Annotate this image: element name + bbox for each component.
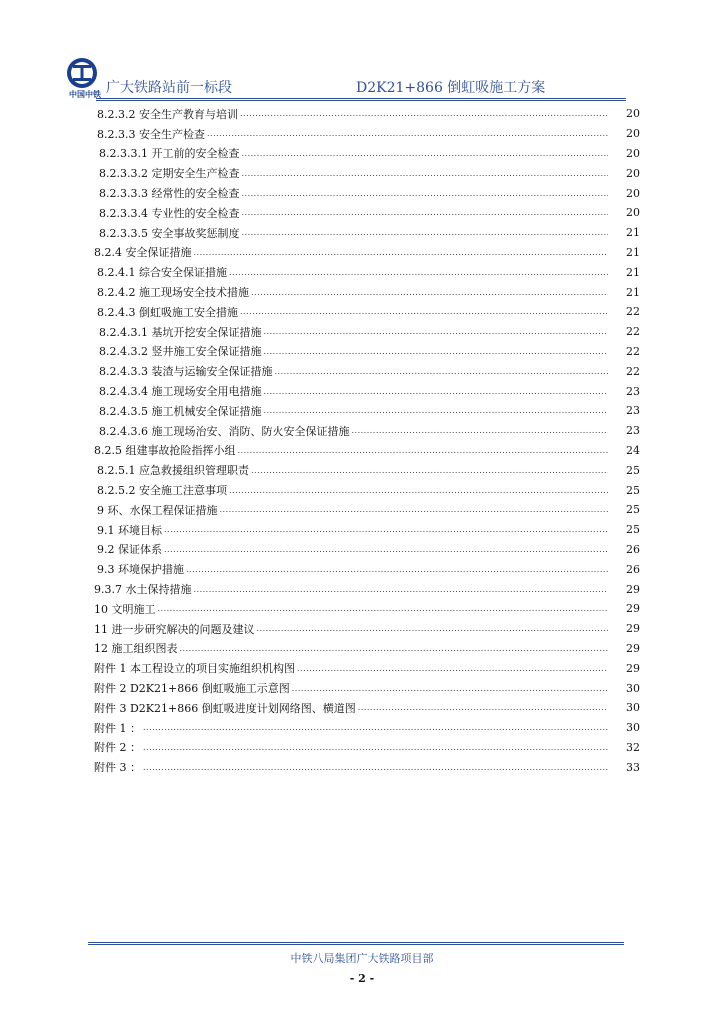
- toc-entry-title: 8.2.3.2 安全生产教育与培训: [97, 107, 238, 121]
- toc-entry-page: 30: [626, 721, 640, 735]
- toc-entry[interactable]: [88, 678, 640, 698]
- toc-entry[interactable]: [88, 342, 640, 362]
- toc-entry-page: 25: [626, 463, 640, 477]
- toc-entry[interactable]: [88, 262, 640, 282]
- toc-entry[interactable]: [88, 559, 640, 579]
- toc-entry-page: 32: [626, 740, 640, 754]
- toc-dot-leader: [358, 703, 608, 712]
- toc-entry-title: 附件 1 ：: [94, 721, 141, 735]
- toc-dot-leader: [229, 486, 608, 495]
- toc-dot-leader: [297, 664, 608, 673]
- toc-entry-page: 30: [626, 681, 640, 695]
- toc-entry-page: 30: [626, 701, 640, 715]
- toc-dot-leader: [164, 525, 608, 534]
- toc-entry-title: 10 文明施工: [94, 602, 156, 616]
- toc-dot-leader: [241, 208, 608, 217]
- toc-dot-leader: [164, 545, 608, 554]
- toc-dot-leader: [292, 684, 608, 693]
- toc-entry-page: 21: [626, 245, 640, 259]
- toc-entry-title: 8.2.4.3.3 装渣与运输安全保证措施: [99, 365, 273, 379]
- toc-entry-title: 附件 2 D2K21+866 倒虹吸施工示意图: [94, 682, 290, 695]
- toc-entry-page: 24: [626, 443, 640, 457]
- toc-dot-leader: [238, 446, 609, 455]
- toc-entry-title: 12 施工组织图表: [94, 642, 178, 656]
- toc-entry[interactable]: [88, 540, 640, 560]
- page-header: [56, 56, 626, 106]
- toc-dot-leader: [158, 604, 609, 613]
- toc-entry[interactable]: [88, 441, 640, 461]
- toc-entry-page: 20: [626, 166, 640, 180]
- toc-entry-title: 8.2.4.1 综合安全保证措施: [97, 266, 227, 280]
- toc-entry[interactable]: [88, 302, 640, 322]
- toc-dot-leader: [240, 109, 608, 118]
- toc-entry[interactable]: [88, 163, 640, 183]
- toc-entry-title: 8.2.4.3.1 基坑开挖安全保证措施: [99, 325, 262, 339]
- toc-dot-leader: [351, 426, 608, 435]
- toc-dot-leader: [241, 228, 608, 237]
- toc-dot-leader: [263, 406, 608, 415]
- toc-entry-title: 8.2.3.3.1 开工前的安全检查: [99, 147, 240, 161]
- toc-dot-leader: [143, 723, 608, 732]
- crec-logo-icon: [60, 56, 104, 90]
- toc-entry-page: 29: [626, 602, 640, 616]
- toc-entry-title: 9.2 保证体系: [97, 543, 162, 557]
- toc-entry[interactable]: [88, 361, 640, 381]
- toc-entry-page: 20: [626, 186, 640, 200]
- toc-entry-title: 8.2.5.1 应急救援组织管理职责: [97, 464, 249, 478]
- toc-entry-page: 29: [626, 641, 640, 655]
- toc-entry[interactable]: [88, 757, 640, 777]
- toc-entry[interactable]: [88, 144, 640, 164]
- toc-entry[interactable]: [88, 698, 640, 718]
- toc-dot-leader: [251, 288, 608, 297]
- toc-dot-leader: [143, 763, 608, 772]
- toc-dot-leader: [186, 565, 608, 574]
- toc-entry-title: 8.2.3.3 安全生产检查: [97, 127, 205, 141]
- toc-entry-page: 22: [626, 325, 640, 339]
- toc-entry[interactable]: [88, 243, 640, 263]
- toc-dot-leader: [251, 466, 608, 475]
- toc-entry-title: 8.2.3.3.3 经常性的安全检查: [99, 187, 240, 201]
- toc-entry-page: 26: [626, 542, 640, 556]
- toc-entry-title: 附件 3 ：: [94, 761, 141, 775]
- toc-entry-title: 8.2.4.3.2 竖井施工安全保证措施: [99, 345, 262, 359]
- toc-entry-page: 21: [626, 265, 640, 279]
- toc-entry-page: 26: [626, 562, 640, 576]
- toc-entry-page: 21: [626, 285, 640, 299]
- table-of-contents: [88, 104, 640, 777]
- toc-entry-page: 29: [626, 661, 640, 675]
- toc-entry-page: 20: [626, 146, 640, 160]
- toc-entry[interactable]: [88, 460, 640, 480]
- toc-entry-page: 20: [626, 206, 640, 220]
- toc-dot-leader: [194, 248, 609, 257]
- toc-entry[interactable]: [88, 500, 640, 520]
- toc-entry[interactable]: [88, 282, 640, 302]
- footer-organization: 中铁八局集团广大铁路项目部: [290, 952, 434, 965]
- toc-entry[interactable]: [88, 203, 640, 223]
- toc-dot-leader: [240, 307, 608, 316]
- toc-dot-leader: [207, 129, 608, 138]
- toc-entry-title: 8.2.4.3.6 施工现场治安、消防、防火安全保证措施: [99, 424, 350, 438]
- toc-dot-leader: [263, 387, 608, 396]
- toc-entry[interactable]: [88, 639, 640, 659]
- toc-entry-page: 20: [626, 107, 640, 121]
- page-number: - 2 -: [349, 972, 375, 985]
- toc-entry-page: 25: [626, 503, 640, 517]
- toc-entry-page: 29: [626, 582, 640, 596]
- toc-entry[interactable]: [88, 658, 640, 678]
- toc-entry-title: 8.2.4.2 施工现场安全技术措施: [97, 286, 249, 300]
- header-section-title: 广大铁路站前一标段: [106, 80, 232, 96]
- toc-dot-leader: [194, 585, 609, 594]
- toc-entry[interactable]: [88, 520, 640, 540]
- toc-dot-leader: [241, 149, 608, 158]
- toc-dot-leader: [220, 505, 609, 514]
- toc-entry-title: 8.2.5 组建事故抢险指挥小组: [94, 444, 236, 458]
- toc-entry-page: 20: [626, 127, 640, 141]
- toc-entry[interactable]: [88, 401, 640, 421]
- toc-dot-leader: [241, 189, 608, 198]
- toc-entry-title: 附件 2 ：: [94, 741, 141, 755]
- toc-entry-title: 8.2.3.3.2 定期安全生产检查: [99, 167, 240, 181]
- toc-entry[interactable]: [88, 579, 640, 599]
- toc-entry[interactable]: [88, 718, 640, 738]
- logo-text: 中国中铁: [69, 90, 101, 99]
- toc-entry[interactable]: [88, 322, 640, 342]
- toc-dot-leader: [274, 367, 608, 376]
- toc-entry-page: 22: [626, 344, 640, 358]
- toc-entry-title: 8.2.4.3 倒虹吸施工安全措施: [97, 305, 238, 319]
- toc-entry-page: 21: [626, 226, 640, 240]
- toc-entry-title: 9 环、水保工程保证措施: [97, 503, 218, 517]
- toc-entry-page: 25: [626, 483, 640, 497]
- toc-entry[interactable]: [88, 124, 640, 144]
- toc-entry[interactable]: [88, 619, 640, 639]
- toc-entry-title: 8.2.4.3.5 施工机械安全保证措施: [99, 404, 262, 418]
- toc-dot-leader: [257, 624, 609, 633]
- toc-dot-leader: [263, 327, 608, 336]
- toc-entry-title: 9.3 环境保护措施: [97, 563, 184, 577]
- company-logo: [60, 56, 104, 100]
- toc-entry-page: 22: [626, 305, 640, 319]
- toc-entry-page: 22: [626, 364, 640, 378]
- toc-entry[interactable]: [88, 381, 640, 401]
- toc-entry[interactable]: [88, 183, 640, 203]
- toc-entry-title: 9.3.7 水土保持措施: [94, 583, 192, 597]
- toc-entry-page: 33: [626, 760, 640, 774]
- toc-entry[interactable]: [88, 421, 640, 441]
- toc-entry-title: 附件 1 本工程设立的项目实施组织机构图: [94, 662, 295, 676]
- toc-entry-page: 23: [626, 424, 640, 438]
- toc-entry-title: 8.2.4.3.4 施工现场安全用电措施: [99, 385, 262, 399]
- toc-entry[interactable]: [88, 599, 640, 619]
- header-divider: [96, 98, 626, 101]
- toc-entry[interactable]: [88, 104, 640, 124]
- toc-entry[interactable]: [88, 480, 640, 500]
- toc-dot-leader: [229, 268, 608, 277]
- footer-divider: [88, 942, 624, 945]
- toc-dot-leader: [180, 644, 609, 653]
- header-document-title: D2K21+866 倒虹吸施工方案: [356, 80, 546, 96]
- toc-entry-title: 8.2.3.3.5 安全事故奖惩制度: [99, 226, 240, 240]
- toc-entry[interactable]: [88, 223, 640, 243]
- toc-entry-title: 附件 3 D2K21+866 倒虹吸进度计划网络图、横道图: [94, 701, 356, 715]
- toc-entry[interactable]: [88, 738, 640, 758]
- toc-entry-title: 11 进一步研究解决的问题及建议: [94, 622, 255, 636]
- toc-entry-page: 25: [626, 523, 640, 537]
- toc-entry-title: 8.2.3.3.4 专业性的安全检查: [99, 206, 240, 220]
- toc-entry-title: 9.1 环境目标: [97, 523, 162, 537]
- toc-dot-leader: [263, 347, 608, 356]
- toc-entry-page: 29: [626, 622, 640, 636]
- toc-dot-leader: [143, 743, 608, 752]
- toc-dot-leader: [241, 169, 608, 178]
- toc-entry-title: 8.2.4 安全保证措施: [94, 246, 192, 260]
- toc-entry-page: 23: [626, 384, 640, 398]
- toc-entry-page: 23: [626, 404, 640, 418]
- toc-entry-title: 8.2.5.2 安全施工注意事项: [97, 484, 227, 498]
